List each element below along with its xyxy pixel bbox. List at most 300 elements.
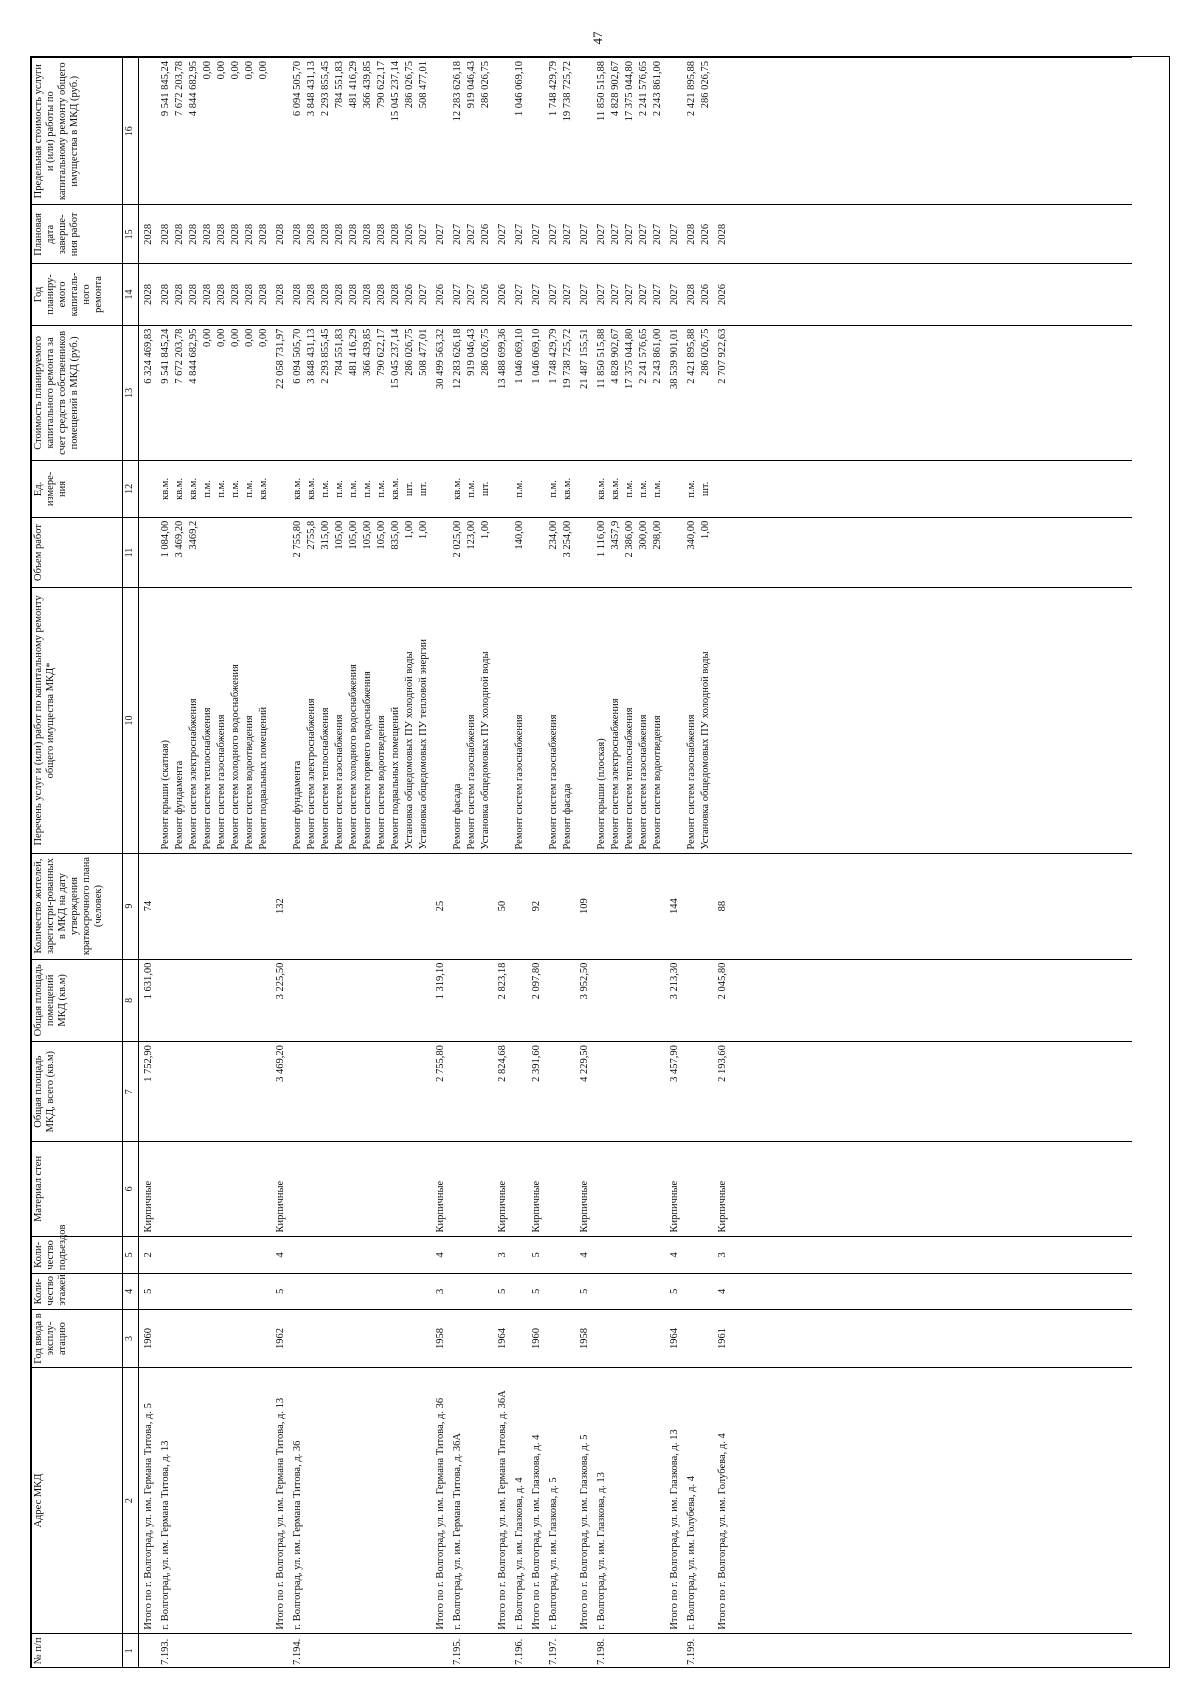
cell-col-9 (682, 853, 699, 959)
cell-col-7 (651, 1042, 665, 1142)
cell-col-15: 2028 (156, 205, 173, 264)
cell-col-14: 2028 (375, 264, 389, 325)
cell-col-6 (389, 1142, 403, 1236)
cell-col-2 (623, 1368, 637, 1633)
cell-col-2 (479, 1368, 493, 1633)
cell-col-5 (637, 1236, 651, 1274)
cell-col-5 (305, 1236, 319, 1274)
cell-col-16: 1 046 069,10 (510, 58, 527, 205)
cell-col-5 (403, 1236, 417, 1274)
table-row (333, 58, 347, 1669)
cell-col-2 (187, 1368, 201, 1633)
cell-col-2: Итого по г. Волгоград, ул. им. Германа Титова, д. 13 (271, 1368, 288, 1633)
cell-col-3 (215, 1309, 229, 1368)
cell-col-12: кв.м. (389, 461, 403, 518)
cell-col-12: кв.м. (288, 461, 305, 518)
table-row (448, 58, 465, 1669)
cell-col-9 (448, 853, 465, 959)
cell-col-11: 105,00 (361, 517, 375, 588)
table-row (187, 58, 201, 1669)
cell-col-12: п.м. (682, 461, 699, 518)
cell-col-2 (651, 1368, 665, 1633)
cell-col-1: 7.197. (544, 1633, 561, 1668)
cell-col-3: 1960 (527, 1309, 544, 1368)
cell-col-6 (375, 1142, 389, 1236)
cell-col-14: 2027 (609, 264, 623, 325)
cell-col-5 (375, 1236, 389, 1274)
cell-col-12: кв.м. (305, 461, 319, 518)
cell-col-2 (215, 1368, 229, 1633)
filler-cell (730, 325, 1132, 461)
cell-col-8 (623, 959, 637, 1041)
cell-col-1 (389, 1633, 403, 1668)
cell-col-12 (665, 461, 682, 518)
cell-col-4 (333, 1274, 347, 1309)
cell-col-10 (713, 588, 730, 853)
table-row (215, 58, 229, 1669)
cell-col-9 (215, 853, 229, 959)
cell-col-1 (665, 1633, 682, 1668)
cell-col-14: 2028 (257, 264, 271, 325)
cell-col-10: Ремонт систем электроснабжения (305, 588, 319, 853)
cell-col-5: 3 (713, 1236, 730, 1274)
cell-col-9 (510, 853, 527, 959)
cell-col-10: Ремонт систем водоотведения (375, 588, 389, 853)
column-number-13: 13 (123, 325, 139, 461)
cell-col-11: 1,00 (699, 517, 713, 588)
cell-col-7 (156, 1042, 173, 1142)
cell-col-9 (389, 853, 403, 959)
table-row (229, 58, 243, 1669)
cell-col-6 (623, 1142, 637, 1236)
cell-col-2 (347, 1368, 361, 1633)
cell-col-9 (156, 853, 173, 959)
cell-col-1 (575, 1633, 592, 1668)
cell-col-15: 2027 (493, 205, 510, 264)
cell-col-6 (243, 1142, 257, 1236)
cell-col-6 (609, 1142, 623, 1236)
cell-col-2 (375, 1368, 389, 1633)
cell-col-5: 4 (271, 1236, 288, 1274)
cell-col-5 (510, 1236, 527, 1274)
cell-col-13: 19 738 725,72 (561, 325, 575, 461)
cell-col-13: 30 499 563,32 (431, 325, 448, 461)
cell-col-15: 2027 (527, 205, 544, 264)
cell-col-16: 2 293 855,45 (319, 58, 333, 205)
cell-col-7 (592, 1042, 609, 1142)
total-row (575, 58, 592, 1669)
cell-col-9 (699, 853, 713, 959)
cell-col-4: 5 (665, 1274, 682, 1309)
cell-col-10: Ремонт систем водоотведения (651, 588, 665, 853)
table-row (651, 58, 665, 1669)
cell-col-7: 2 824,68 (493, 1042, 510, 1142)
column-number-6: 6 (123, 1142, 139, 1236)
cell-col-4 (623, 1274, 637, 1309)
table-row (173, 58, 187, 1669)
filler-cell (730, 205, 1132, 264)
cell-col-6: Кирпичные (431, 1142, 448, 1236)
cell-col-12: п.м. (201, 461, 215, 518)
column-header-8: Общая площадь помещений МКД (кв.м) (32, 959, 123, 1041)
cell-col-4 (465, 1274, 479, 1309)
cell-col-2 (609, 1368, 623, 1633)
cell-col-5 (347, 1236, 361, 1274)
cell-col-15: 2027 (609, 205, 623, 264)
column-header-1: № п/п (32, 1633, 123, 1668)
cell-col-6 (544, 1142, 561, 1236)
cell-col-3 (173, 1309, 187, 1368)
cell-col-15: 2027 (544, 205, 561, 264)
cell-col-15: 2027 (592, 205, 609, 264)
cell-col-3 (561, 1309, 575, 1368)
cell-col-4 (448, 1274, 465, 1309)
cell-col-15: 2028 (229, 205, 243, 264)
cell-col-2: г. Волгоград, ул. им. Глазкова, д. 4 (510, 1368, 527, 1633)
cell-col-1 (305, 1633, 319, 1668)
cell-col-6 (465, 1142, 479, 1236)
cell-col-11 (215, 517, 229, 588)
cell-col-9 (305, 853, 319, 959)
cell-col-8 (510, 959, 527, 1041)
cell-col-13: 1 046 069,10 (527, 325, 544, 461)
column-header-2: Адрес МКД (32, 1368, 123, 1633)
cell-col-15: 2028 (215, 205, 229, 264)
cell-col-2: г. Волгоград, ул. им. Глазкова, д. 5 (544, 1368, 561, 1633)
cell-col-12 (713, 461, 730, 518)
cell-col-2: Итого по г. Волгоград, ул. им. Голубева, д. 4 (713, 1368, 730, 1633)
cell-col-3 (699, 1309, 713, 1368)
cell-col-6: Кирпичные (493, 1142, 510, 1236)
cell-col-13: 12 283 626,18 (448, 325, 465, 461)
cell-col-9 (544, 853, 561, 959)
cell-col-4 (243, 1274, 257, 1309)
cell-col-14: 2027 (417, 264, 431, 325)
column-number-5: 5 (123, 1236, 139, 1274)
cell-col-2: Итого по г. Волгоград, ул. им. Германа Титова, д. 5 (139, 1368, 157, 1633)
cell-col-7 (561, 1042, 575, 1142)
cell-col-10: Ремонт систем водоотведения (243, 588, 257, 853)
cell-col-16 (713, 58, 730, 205)
cell-col-4 (201, 1274, 215, 1309)
cell-col-15: 2028 (201, 205, 215, 264)
cell-col-12 (271, 461, 288, 518)
cell-col-15: 2027 (637, 205, 651, 264)
table-body (139, 58, 1133, 1669)
cell-col-3: 1958 (575, 1309, 592, 1368)
cell-col-14: 2027 (561, 264, 575, 325)
cell-col-7 (347, 1042, 361, 1142)
cell-col-9 (623, 853, 637, 959)
cell-col-7: 3 457,90 (665, 1042, 682, 1142)
cell-col-10: Ремонт систем газоснабжения (682, 588, 699, 853)
cell-col-7 (288, 1042, 305, 1142)
cell-col-3: 1960 (139, 1309, 157, 1368)
cell-col-7 (510, 1042, 527, 1142)
column-header-15: Плановая дата заверше-ния работ (32, 205, 123, 264)
cell-col-14: 2026 (479, 264, 493, 325)
total-row (665, 58, 682, 1669)
cell-col-4 (229, 1274, 243, 1309)
cell-col-7 (623, 1042, 637, 1142)
cell-col-13: 286 026,75 (479, 325, 493, 461)
cell-col-16: 286 026,75 (403, 58, 417, 205)
cell-col-7: 4 229,50 (575, 1042, 592, 1142)
cell-col-13: 286 026,75 (403, 325, 417, 461)
cell-col-13: 2 707 922,63 (713, 325, 730, 461)
cell-col-11: 1,00 (403, 517, 417, 588)
cell-col-5: 4 (665, 1236, 682, 1274)
cell-col-2 (201, 1368, 215, 1633)
cell-col-1 (699, 1633, 713, 1668)
cell-col-6: Кирпичные (575, 1142, 592, 1236)
cell-col-14: 2027 (623, 264, 637, 325)
table-row (347, 58, 361, 1669)
filler-cell (730, 1368, 1132, 1633)
cell-col-8 (389, 959, 403, 1041)
column-header-12: Ед. измере-ния (32, 461, 123, 518)
cell-col-4 (375, 1274, 389, 1309)
cell-col-9 (403, 853, 417, 959)
table-row (319, 58, 333, 1669)
table-row (361, 58, 375, 1669)
cell-col-2 (333, 1368, 347, 1633)
cell-col-10: Ремонт систем газоснабжения (510, 588, 527, 853)
cell-col-3 (479, 1309, 493, 1368)
cell-col-7 (173, 1042, 187, 1142)
cell-col-3 (375, 1309, 389, 1368)
cell-col-16: 919 046,43 (465, 58, 479, 205)
column-header-7: Общая площадь МКД, всего (кв.м) (32, 1042, 123, 1142)
cell-col-14: 2028 (305, 264, 319, 325)
cell-col-13: 17 375 044,80 (623, 325, 637, 461)
cell-col-8 (544, 959, 561, 1041)
cell-col-7 (389, 1042, 403, 1142)
cell-col-9 (479, 853, 493, 959)
cell-col-8: 1 631,00 (139, 959, 157, 1041)
cell-col-10: Ремонт крыши (плоская) (592, 588, 609, 853)
cell-col-10 (271, 588, 288, 853)
filler-cell (730, 1142, 1132, 1236)
cell-col-15: 2027 (651, 205, 665, 264)
cell-col-5: 5 (527, 1236, 544, 1274)
cell-col-11: 835,00 (389, 517, 403, 588)
cell-col-6 (637, 1142, 651, 1236)
cell-col-13: 7 672 203,78 (173, 325, 187, 461)
cell-col-12: шт. (479, 461, 493, 518)
cell-col-3: 1958 (431, 1309, 448, 1368)
cell-col-9 (288, 853, 305, 959)
cell-col-4 (417, 1274, 431, 1309)
cell-col-13: 4 844 682,95 (187, 325, 201, 461)
cell-col-13: 13 488 699,36 (493, 325, 510, 461)
cell-col-11: 340,00 (682, 517, 699, 588)
cell-col-2 (229, 1368, 243, 1633)
cell-col-16: 19 738 725,72 (561, 58, 575, 205)
cell-col-6 (403, 1142, 417, 1236)
cell-col-13: 2 243 861,00 (651, 325, 665, 461)
cell-col-9: 25 (431, 853, 448, 959)
cell-col-7 (637, 1042, 651, 1142)
cell-col-8 (173, 959, 187, 1041)
filler-cell (730, 1042, 1132, 1142)
filler-cell (730, 1236, 1132, 1274)
cell-col-1 (319, 1633, 333, 1668)
cell-col-8 (215, 959, 229, 1041)
cell-col-11 (201, 517, 215, 588)
cell-col-15: 2028 (375, 205, 389, 264)
cell-col-1 (493, 1633, 510, 1668)
cell-col-1: 7.198. (592, 1633, 609, 1668)
cell-col-5 (623, 1236, 637, 1274)
cell-col-15: 2028 (305, 205, 319, 264)
cell-col-8 (448, 959, 465, 1041)
cell-col-12: п.м. (347, 461, 361, 518)
cell-col-14: 2027 (465, 264, 479, 325)
cell-col-15: 2027 (448, 205, 465, 264)
repair-plan-table-frame (30, 56, 1170, 1668)
filler-cell (730, 517, 1132, 588)
cell-col-16: 2 241 576,65 (637, 58, 651, 205)
cell-col-8 (361, 959, 375, 1041)
cell-col-14: 2027 (651, 264, 665, 325)
cell-col-1: 7.194. (288, 1633, 305, 1668)
cell-col-15: 2026 (403, 205, 417, 264)
cell-col-12 (575, 461, 592, 518)
cell-col-11: 234,00 (544, 517, 561, 588)
cell-col-7 (229, 1042, 243, 1142)
cell-col-4 (361, 1274, 375, 1309)
cell-col-5 (288, 1236, 305, 1274)
cell-col-4 (305, 1274, 319, 1309)
cell-col-14: 2028 (215, 264, 229, 325)
cell-col-11: 1,00 (479, 517, 493, 588)
cell-col-16: 790 622,17 (375, 58, 389, 205)
cell-col-14: 2028 (319, 264, 333, 325)
cell-col-3 (403, 1309, 417, 1368)
cell-col-3 (448, 1309, 465, 1368)
cell-col-3 (305, 1309, 319, 1368)
filler-cell (730, 959, 1132, 1041)
cell-col-1 (333, 1633, 347, 1668)
cell-col-4 (288, 1274, 305, 1309)
cell-col-6: Кирпичные (665, 1142, 682, 1236)
cell-col-15: 2027 (431, 205, 448, 264)
cell-col-6 (448, 1142, 465, 1236)
cell-col-10: Ремонт фасада (561, 588, 575, 853)
cell-col-7 (465, 1042, 479, 1142)
cell-col-1 (609, 1633, 623, 1668)
cell-col-3 (201, 1309, 215, 1368)
cell-col-16: 11 850 515,88 (592, 58, 609, 205)
cell-col-13: 790 622,17 (375, 325, 389, 461)
cell-col-6 (173, 1142, 187, 1236)
cell-col-16: 286 026,75 (699, 58, 713, 205)
cell-col-12 (431, 461, 448, 518)
cell-col-3 (623, 1309, 637, 1368)
cell-col-14: 2027 (575, 264, 592, 325)
cell-col-9: 88 (713, 853, 730, 959)
cell-col-8 (637, 959, 651, 1041)
cell-col-12: кв.м. (609, 461, 623, 518)
cell-col-15: 2028 (139, 205, 157, 264)
cell-col-10: Ремонт фундамента (288, 588, 305, 853)
table-row (389, 58, 403, 1669)
cell-col-14: 2028 (156, 264, 173, 325)
table-row (257, 58, 271, 1669)
cell-col-16: 0,00 (215, 58, 229, 205)
cell-col-16: 7 672 203,78 (173, 58, 187, 205)
cell-col-7: 2 755,80 (431, 1042, 448, 1142)
cell-col-16: 12 283 626,18 (448, 58, 465, 205)
cell-col-4 (257, 1274, 271, 1309)
table-row (479, 58, 493, 1669)
cell-col-5: 2 (139, 1236, 157, 1274)
cell-col-7: 2 391,60 (527, 1042, 544, 1142)
cell-col-11 (575, 517, 592, 588)
cell-col-13: 0,00 (229, 325, 243, 461)
table-row (288, 58, 305, 1669)
cell-col-16 (431, 58, 448, 205)
cell-col-14: 2028 (229, 264, 243, 325)
cell-col-9 (229, 853, 243, 959)
filler-cell (730, 58, 1132, 205)
cell-col-5 (389, 1236, 403, 1274)
cell-col-16: 481 416,29 (347, 58, 361, 205)
cell-col-15: 2027 (561, 205, 575, 264)
cell-col-14: 2026 (713, 264, 730, 325)
cell-col-16: 0,00 (243, 58, 257, 205)
cell-col-13: 286 026,75 (699, 325, 713, 461)
cell-col-13: 22 058 731,97 (271, 325, 288, 461)
cell-col-2: г. Волгоград, ул. им. Голубева, д. 4 (682, 1368, 699, 1633)
cell-col-10: Установка общедомовых ПУ холодной воды (479, 588, 493, 853)
cell-col-14: 2027 (527, 264, 544, 325)
cell-col-16 (271, 58, 288, 205)
total-row (493, 58, 510, 1669)
cell-col-13: 38 539 901,01 (665, 325, 682, 461)
cell-col-3: 1964 (493, 1309, 510, 1368)
column-header-5: Коли-чество подъездов (32, 1236, 123, 1274)
cell-col-13: 1 046 069,10 (510, 325, 527, 461)
cell-col-3 (682, 1309, 699, 1368)
cell-col-7 (215, 1042, 229, 1142)
cell-col-1 (173, 1633, 187, 1668)
cell-col-11: 3 254,00 (561, 517, 575, 588)
cell-col-16: 2 421 895,88 (682, 58, 699, 205)
cell-col-12: п.м. (319, 461, 333, 518)
filler-cell (730, 1309, 1132, 1368)
column-header-16: Предельная стоимость услуги и (или) работы по капитальному ремонту общего имущества в МКД (руб.) (32, 58, 123, 205)
cell-col-16 (575, 58, 592, 205)
cell-col-3 (637, 1309, 651, 1368)
cell-col-5: 4 (575, 1236, 592, 1274)
cell-col-4: 4 (713, 1274, 730, 1309)
cell-col-12: кв.м. (187, 461, 201, 518)
cell-col-16: 17 375 044,80 (623, 58, 637, 205)
cell-col-2: Итого по г. Волгоград, ул. им. Германа Титова, д. 36 (431, 1368, 448, 1633)
cell-col-10: Установка общедомовых ПУ тепловой энергии (417, 588, 431, 853)
cell-col-12: кв.м. (448, 461, 465, 518)
cell-col-7 (375, 1042, 389, 1142)
cell-col-15: 2028 (271, 205, 288, 264)
cell-col-2 (173, 1368, 187, 1633)
cell-col-14: 2028 (333, 264, 347, 325)
cell-col-1 (465, 1633, 479, 1668)
cell-col-4 (544, 1274, 561, 1309)
cell-col-11 (229, 517, 243, 588)
cell-col-13: 9 541 845,24 (156, 325, 173, 461)
